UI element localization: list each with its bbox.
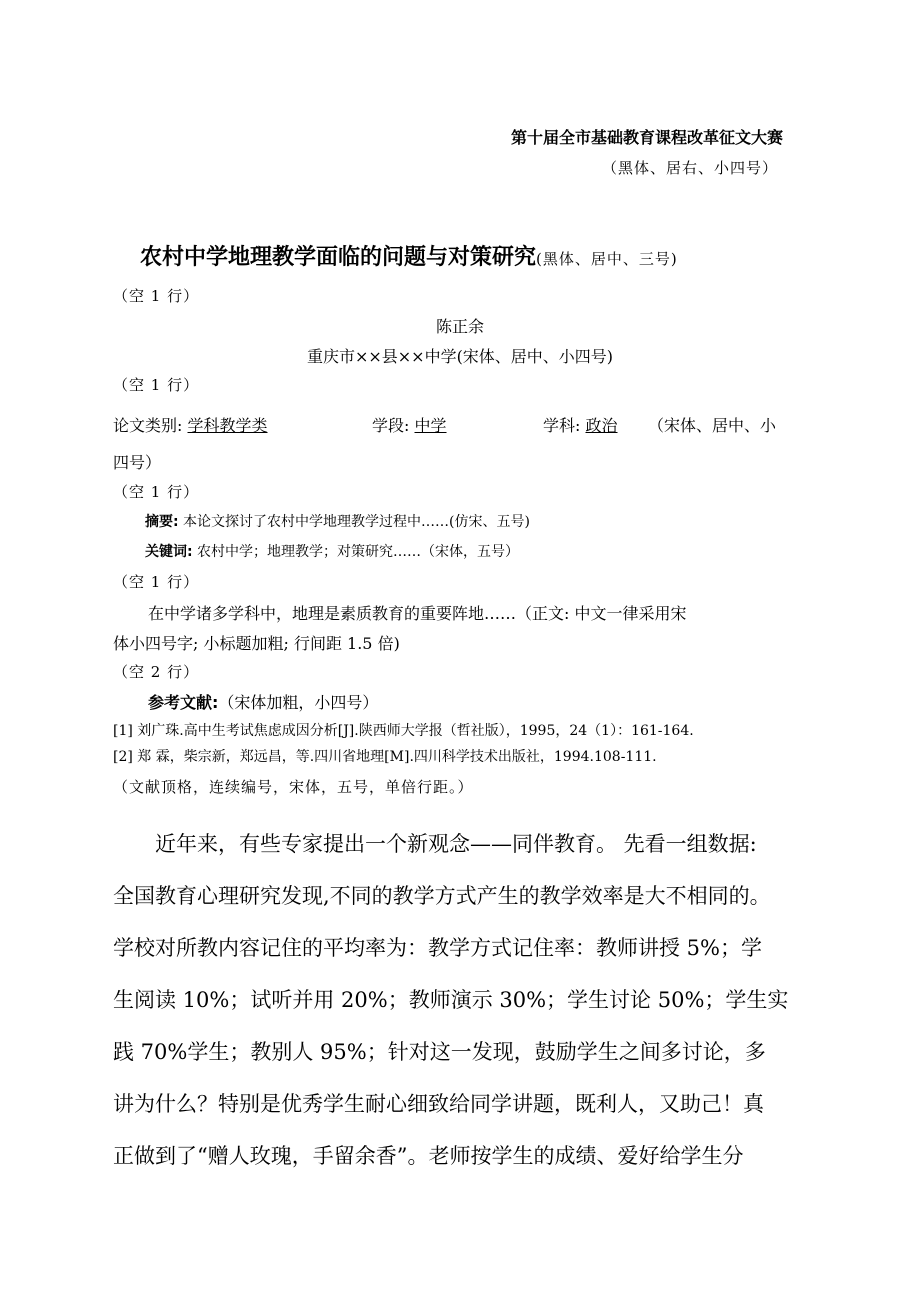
references-heading-note: （宋体加粗，小四号） — [218, 693, 379, 712]
abstract-text: 本论文探讨了农村中学地理教学过程中……(仿宋、五号) — [178, 514, 530, 530]
blank-line-note: （空 1 行） — [113, 483, 200, 501]
meta-format-note-continued: 四号） — [113, 453, 162, 472]
abstract-label: 摘要: — [145, 514, 179, 530]
subject-label: 学科: — [543, 416, 581, 435]
subject — [543, 413, 618, 436]
paper-title-line — [140, 240, 678, 271]
paragraph-line: 讲为什么？特别是优秀学生耐心细致给同学讲题，既利人，又助己！真 — [113, 1092, 764, 1116]
keywords-label: 关键词: — [145, 544, 193, 560]
abstract — [145, 511, 530, 531]
references-heading — [148, 690, 378, 713]
school-stage-label: 学段: — [372, 416, 410, 435]
reference-item: [1] 刘广珠.高中生考试焦虑成因分析[J].陕西师大学报（哲社版），1995，24（1）：161-164. — [113, 723, 694, 739]
contest-format-note: （黑体、居右、小四号） — [601, 159, 778, 177]
blank-line-note: （空 1 行） — [113, 573, 200, 591]
paper-category-value: 学科教学类 — [187, 416, 268, 435]
blank-line-note: （空 1 行） — [113, 376, 200, 394]
paragraph-line: 生阅读 10%；试听并用 20%；教师演示 30%；学生讨论 50%；学生实 — [113, 988, 789, 1012]
paragraph-line: 践 70%学生；教别人 95%；针对这一发现，鼓励学生之间多讨论，多 — [113, 1040, 766, 1064]
contest-title: 第十届全市基础教育课程改革征文大赛 — [510, 128, 783, 147]
paragraph-line: 近年来，有些专家提出一个新观念——同伴教育。 先看一组数据: — [155, 832, 757, 856]
paper-category — [113, 413, 268, 436]
paragraph-line: 学校对所教内容记住的平均率为：教学方式记住率：教师讲授 5%；学 — [113, 936, 762, 960]
paper-title-format-note: (黑体、居中、三号) — [536, 250, 678, 268]
body-format-line-2: 体小四号字; 小标题加粗; 行间距 1.5 倍) — [113, 634, 400, 653]
main-paragraph — [113, 818, 793, 1182]
paragraph-line: 全国教育心理研究发现,不同的教学方式产生的教学效率是大不相同的。 — [113, 884, 771, 908]
author-name: 陈正余 — [435, 317, 484, 336]
author-affiliation: 重庆市××县××中学(宋体、居中、小四号) — [306, 347, 614, 366]
paragraph-line: 正做到了“赠人玫瑰，手留余香”。老师按学生的成绩、爱好给学生分 — [113, 1144, 744, 1168]
body-format-line-1: 在中学诸多学科中，地理是素质教育的重要阵地……（正文: 中文一律采用宋 — [148, 604, 687, 623]
meta-format-note: （宋体、居中、小 — [648, 416, 777, 435]
school-stage — [372, 413, 447, 436]
keywords-text: 农村中学；地理教学；对策研究……（宋体，五号） — [192, 544, 520, 560]
references-format-note: （文献顶格，连续编号，宋体，五号，单倍行距。） — [113, 778, 474, 796]
paper-category-label: 论文类别: — [113, 416, 183, 435]
reference-item: [2] 郑 霖，柴宗新，郑远昌，等.四川省地理[M].四川科学技术出版社，1994.108-111. — [113, 749, 657, 765]
keywords — [145, 541, 519, 561]
subject-value: 政治 — [585, 416, 618, 435]
blank-line-note: （空 1 行） — [113, 287, 200, 305]
blank-line-note: （空 2 行） — [113, 663, 200, 681]
school-stage-value: 中学 — [414, 416, 447, 435]
paper-title: 农村中学地理教学面临的问题与对策研究 — [140, 245, 537, 270]
references-heading-label: 参考文献: — [148, 693, 219, 712]
